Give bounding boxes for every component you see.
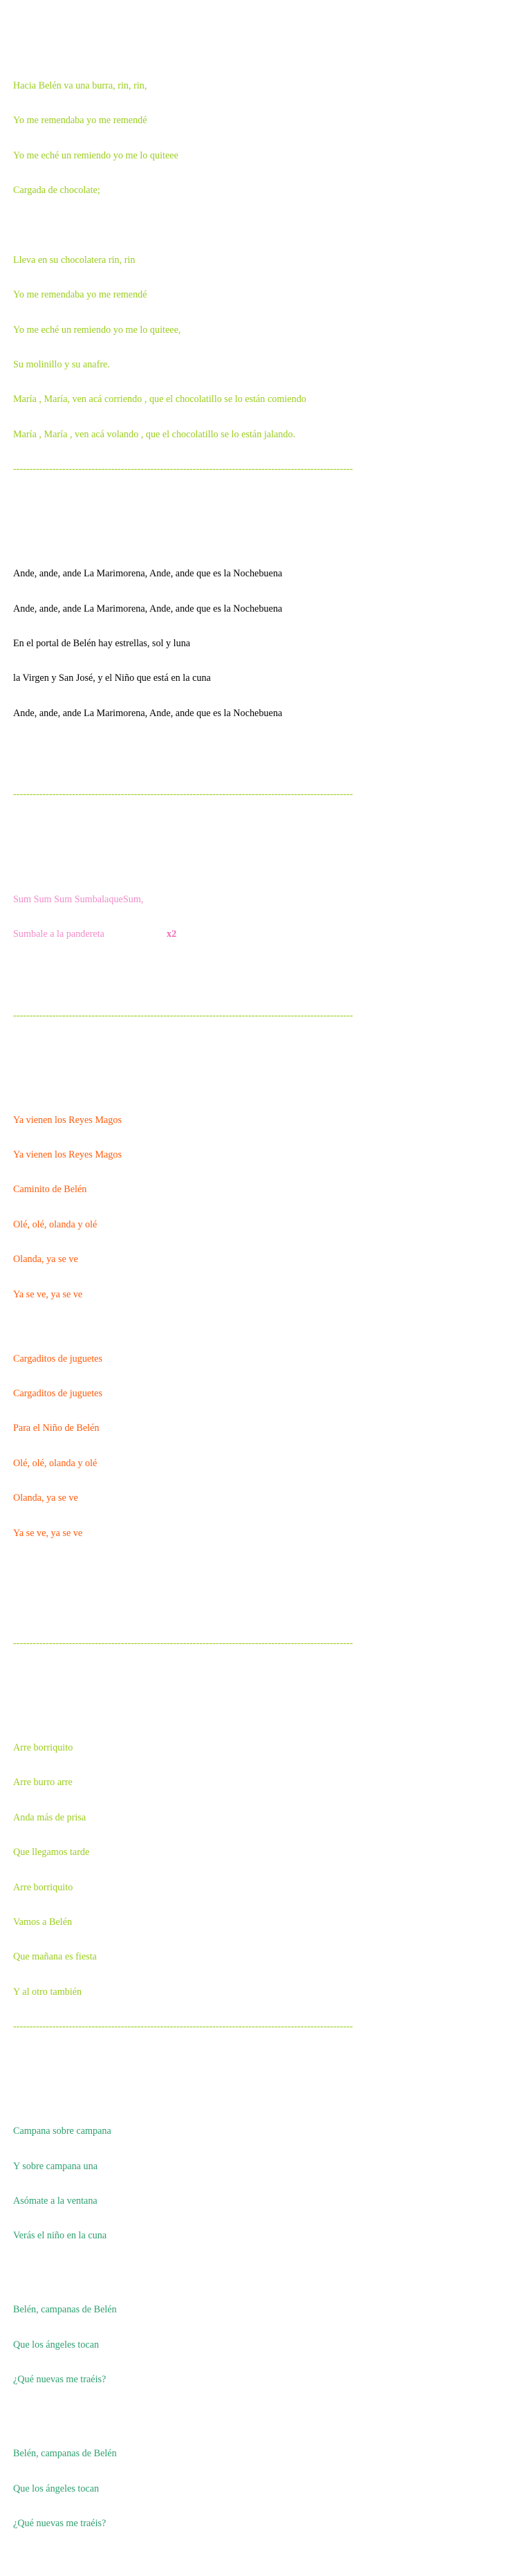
lyric-line: Cargada de chocolate; (13, 184, 100, 196)
lyric-line: Ande, ande, ande La Marimorena, Ande, ande que es la Nochebuena (13, 568, 283, 580)
lyric-line: Yo me eché un remiendo yo me lo quiteee, (13, 324, 181, 336)
lyric-line: Ya se ve, ya se ve (13, 1527, 83, 1539)
lyric-line: Que mañana es fiesta (13, 1951, 97, 1963)
lyric-line: Que los ángeles tocan (13, 2483, 100, 2494)
blank-line (13, 219, 353, 231)
separator-line: -------------------------------------------------------------------------------------------------------- (13, 1637, 353, 1649)
lyric-line: Yo me remendaba yo me remendé (13, 289, 147, 301)
lyric-line: María , María, ven acá corriendo , que el chocolatillo se lo están comiendo (13, 394, 306, 405)
lyric-line: Arre borriquito (13, 1881, 73, 1893)
lyric-line: Olanda, ya se ve (13, 1492, 78, 1504)
lyric-line: Lleva en su chocolatera rin, rin (13, 254, 136, 266)
lyric-line: Y sobre campana una (13, 2160, 97, 2172)
separator-line: -------------------------------------------------------------------------------------------------------- (13, 2021, 353, 2033)
lyric-line: Sum Sum Sum SumbalaqueSum, (13, 893, 144, 905)
lyric-line: Vamos a Belén (13, 1916, 73, 1928)
separator-line: -------------------------------------------------------------------------------------------------------- (13, 1010, 353, 1021)
lyric-line: Ya vienen los Reyes Magos (13, 1114, 122, 1126)
verse-la-burra (13, 57, 353, 498)
lyric-line: Y al otro también (13, 1986, 82, 1998)
verse-reyes-magos (13, 1091, 353, 1591)
lyric-line: Anda más de prisa (13, 1811, 86, 1823)
lyric-line: Belén, campanas de Belén (13, 2304, 117, 2316)
lyric-line: Caminito de Belén (13, 1184, 87, 1196)
lyric-line: ¿Qué nuevas me traéis? (13, 2517, 106, 2529)
lyric-line: Olanda, ya se ve (13, 1254, 78, 1266)
verse-campana (13, 2103, 353, 2553)
lyric-line: Ande, ande, ande La Marimorena, Ande, ande que es la Nochebuena (13, 603, 283, 614)
lyric-line: Belén, campanas de Belén (13, 2448, 117, 2460)
lyric-line: Para el Niño de Belén (13, 1423, 100, 1434)
lyric-line: Arre burro arre (13, 1777, 73, 1789)
lyric-line: Verás el niño en la cuna (13, 2230, 107, 2242)
lyric-line: Olé, olé, olanda y olé (13, 1218, 97, 1230)
verse-marimorena (13, 545, 353, 743)
lyric-line: María , María , ven acá volando , que el chocolatillo se lo están jalando. (13, 428, 296, 440)
lyric-line: Yo me remendaba yo me remendé (13, 115, 147, 127)
lyric-line: Ya se ve, ya se ve (13, 1288, 83, 1300)
separator-line: -------------------------------------------------------------------------------------------------------- (13, 464, 353, 475)
lyrics-document (13, 10, 353, 2576)
lyric-line: Olé, olé, olanda y olé (13, 1457, 97, 1469)
lyric-line: Cargaditos de juguetes (13, 1353, 102, 1364)
lyric-line: Ande, ande, ande La Marimorena, Ande, ande que es la Nochebuena (13, 707, 283, 719)
lyric-line: la Virgen y San José, y el Niño que está en la cuna (13, 673, 211, 684)
lyric-line: ¿Qué nuevas me traéis? (13, 2374, 106, 2386)
lyric-line: Arre borriquito (13, 1742, 73, 1753)
lyric-line: En el portal de Belén hay estrellas, sol y luna (13, 638, 191, 650)
lyric-line: Asómate a la ventana (13, 2195, 97, 2207)
lyric-line: Sumbale a la pandereta (13, 928, 104, 940)
lyric-line: Yo me eché un remiendo yo me lo quiteee (13, 149, 178, 161)
lyric-line: Cargaditos de juguetes (13, 1388, 102, 1400)
verse-arre-borriquito (13, 1719, 353, 2056)
lyric-line: Su molinillo y su anafre. (13, 358, 110, 370)
lyric-line: Hacia Belén va una burra, rin, rin, (13, 80, 147, 91)
lyric-line: Que llegamos tarde (13, 1847, 90, 1858)
repeat-mark: x2 (166, 928, 177, 940)
verse-sumbale (13, 870, 353, 963)
separator-line: -------------------------------------------------------------------------------------------------------- (13, 789, 353, 801)
lyric-line: Ya vienen los Reyes Magos (13, 1149, 122, 1161)
lyric-line: Que los ángeles tocan (13, 2339, 100, 2350)
lyric-line: Campana sobre campana (13, 2126, 111, 2137)
